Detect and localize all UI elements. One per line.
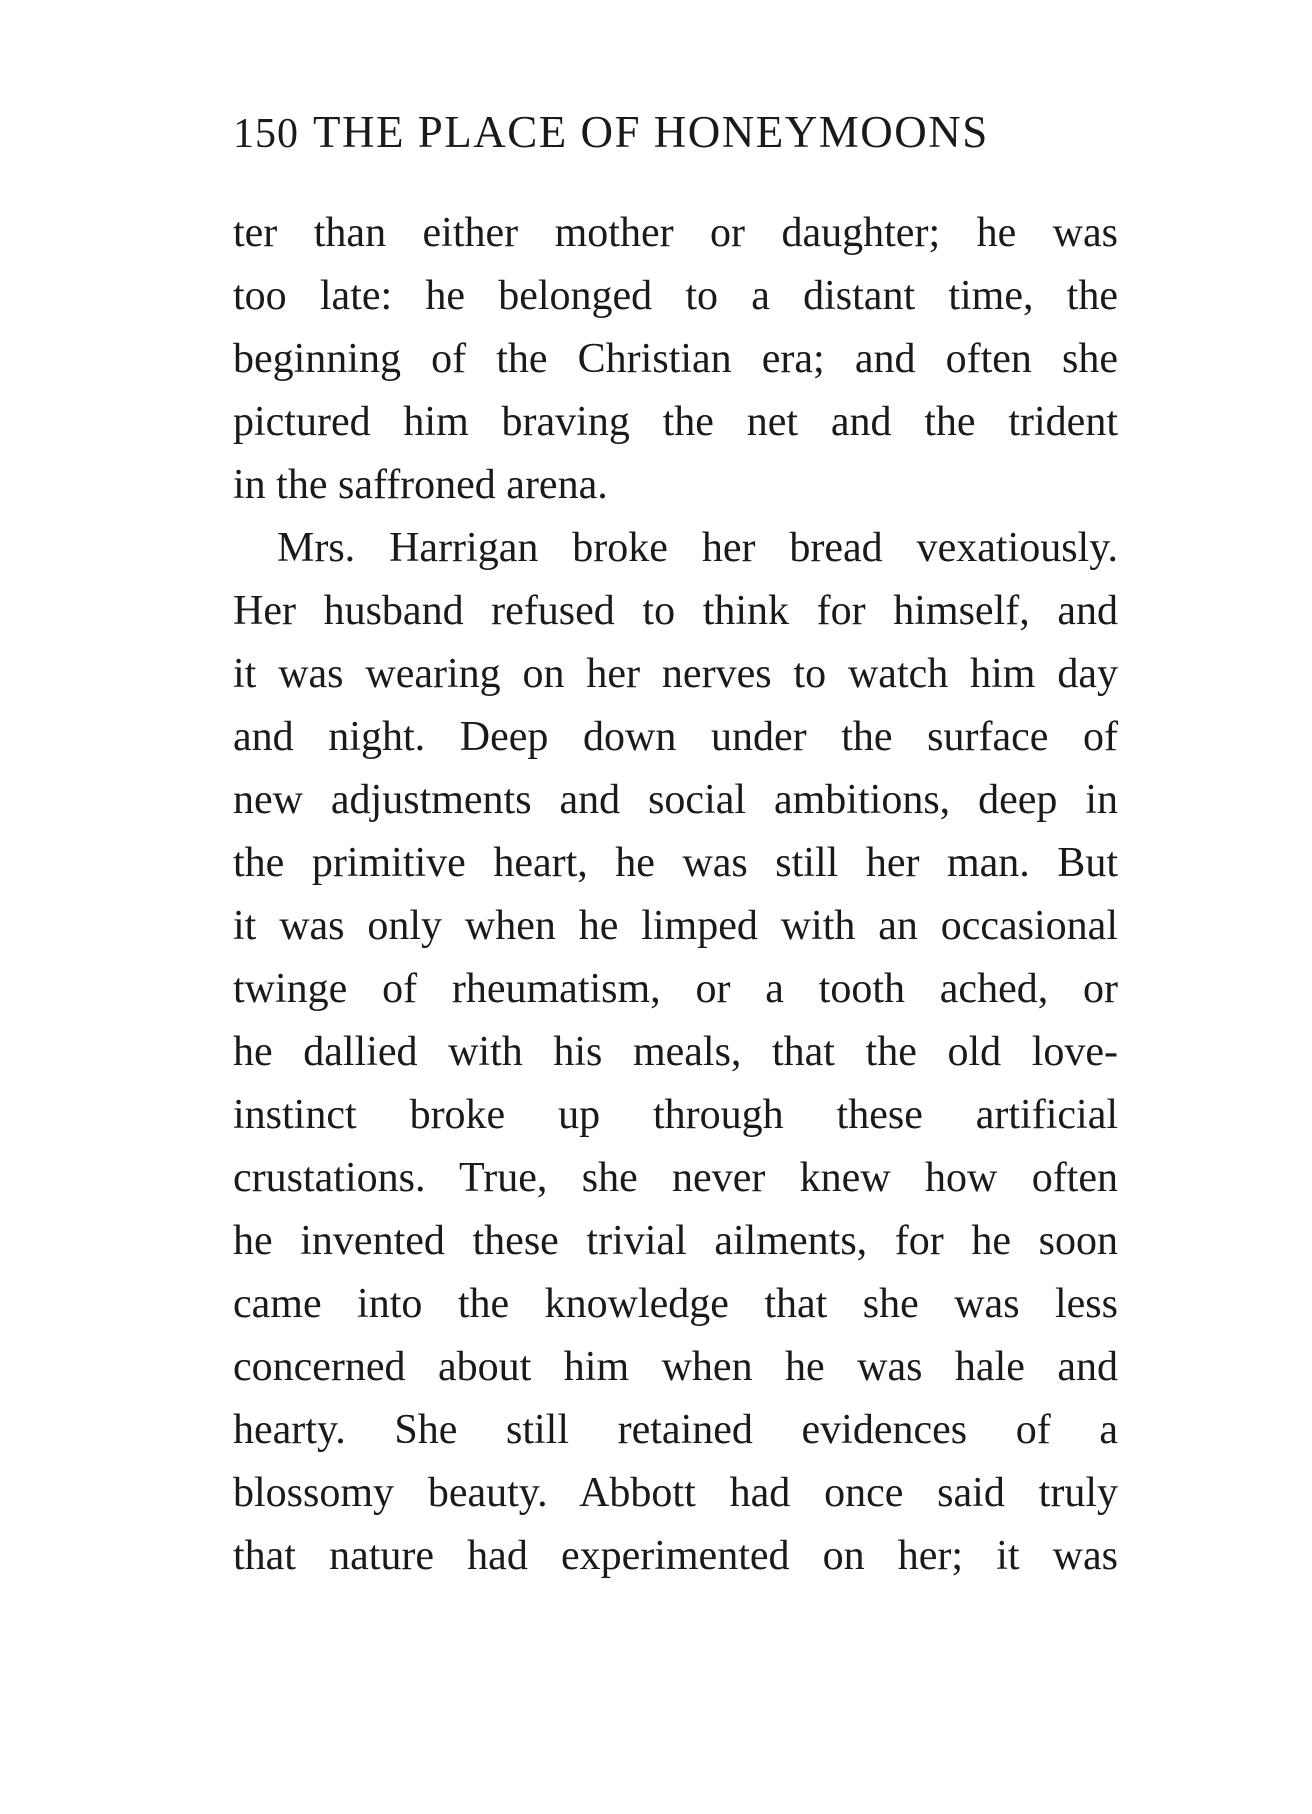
paragraph-1 <box>233 202 1118 517</box>
text-line: that nature had experimented on her; it was <box>233 1533 1118 1579</box>
text-line: he dallied with his meals, that the old love- <box>233 1029 1118 1075</box>
text-line: too late: he belonged to a distant time, the <box>233 273 1118 319</box>
text-line: concerned about him when he was hale and <box>233 1344 1118 1390</box>
text-line: came into the knowledge that she was less <box>233 1281 1118 1327</box>
running-head <box>233 106 1113 166</box>
text-line: twinge of rheumatism, or a tooth ached, or <box>233 966 1118 1012</box>
paragraph-2 <box>233 517 1118 1588</box>
text-line: pictured him braving the net and the trident <box>233 399 1118 445</box>
text-line: it was only when he limped with an occasional <box>233 903 1118 949</box>
running-head-title: THE PLACE OF HONEYMOONS <box>313 107 989 157</box>
text-line: and night. Deep down under the surface of <box>233 714 1118 760</box>
text-line: blossomy beauty. Abbott had once said truly <box>233 1470 1118 1516</box>
text-line: the primitive heart, he was still her man. But <box>233 840 1118 886</box>
text-line: crustations. True, she never knew how often <box>233 1155 1118 1201</box>
text-line: Her husband refused to think for himself, and <box>233 588 1118 634</box>
text-line: new adjustments and social ambitions, deep in <box>233 777 1118 823</box>
body-text <box>233 202 1118 1588</box>
text-line: beginning of the Christian era; and often she <box>233 336 1118 382</box>
text-line: in the saffroned arena. <box>233 462 608 508</box>
text-line: he invented these trivial ailments, for he soon <box>233 1218 1118 1264</box>
text-line: hearty. She still retained evidences of a <box>233 1407 1118 1453</box>
text-line: it was wearing on her nerves to watch him day <box>233 651 1118 697</box>
text-line: instinct broke up through these artificial <box>233 1092 1118 1138</box>
text-line: ter than either mother or daughter; he was <box>233 210 1118 256</box>
page-number: 150 <box>233 111 299 157</box>
text-line: Mrs. Harrigan broke her bread vexatiously. <box>277 525 1118 571</box>
